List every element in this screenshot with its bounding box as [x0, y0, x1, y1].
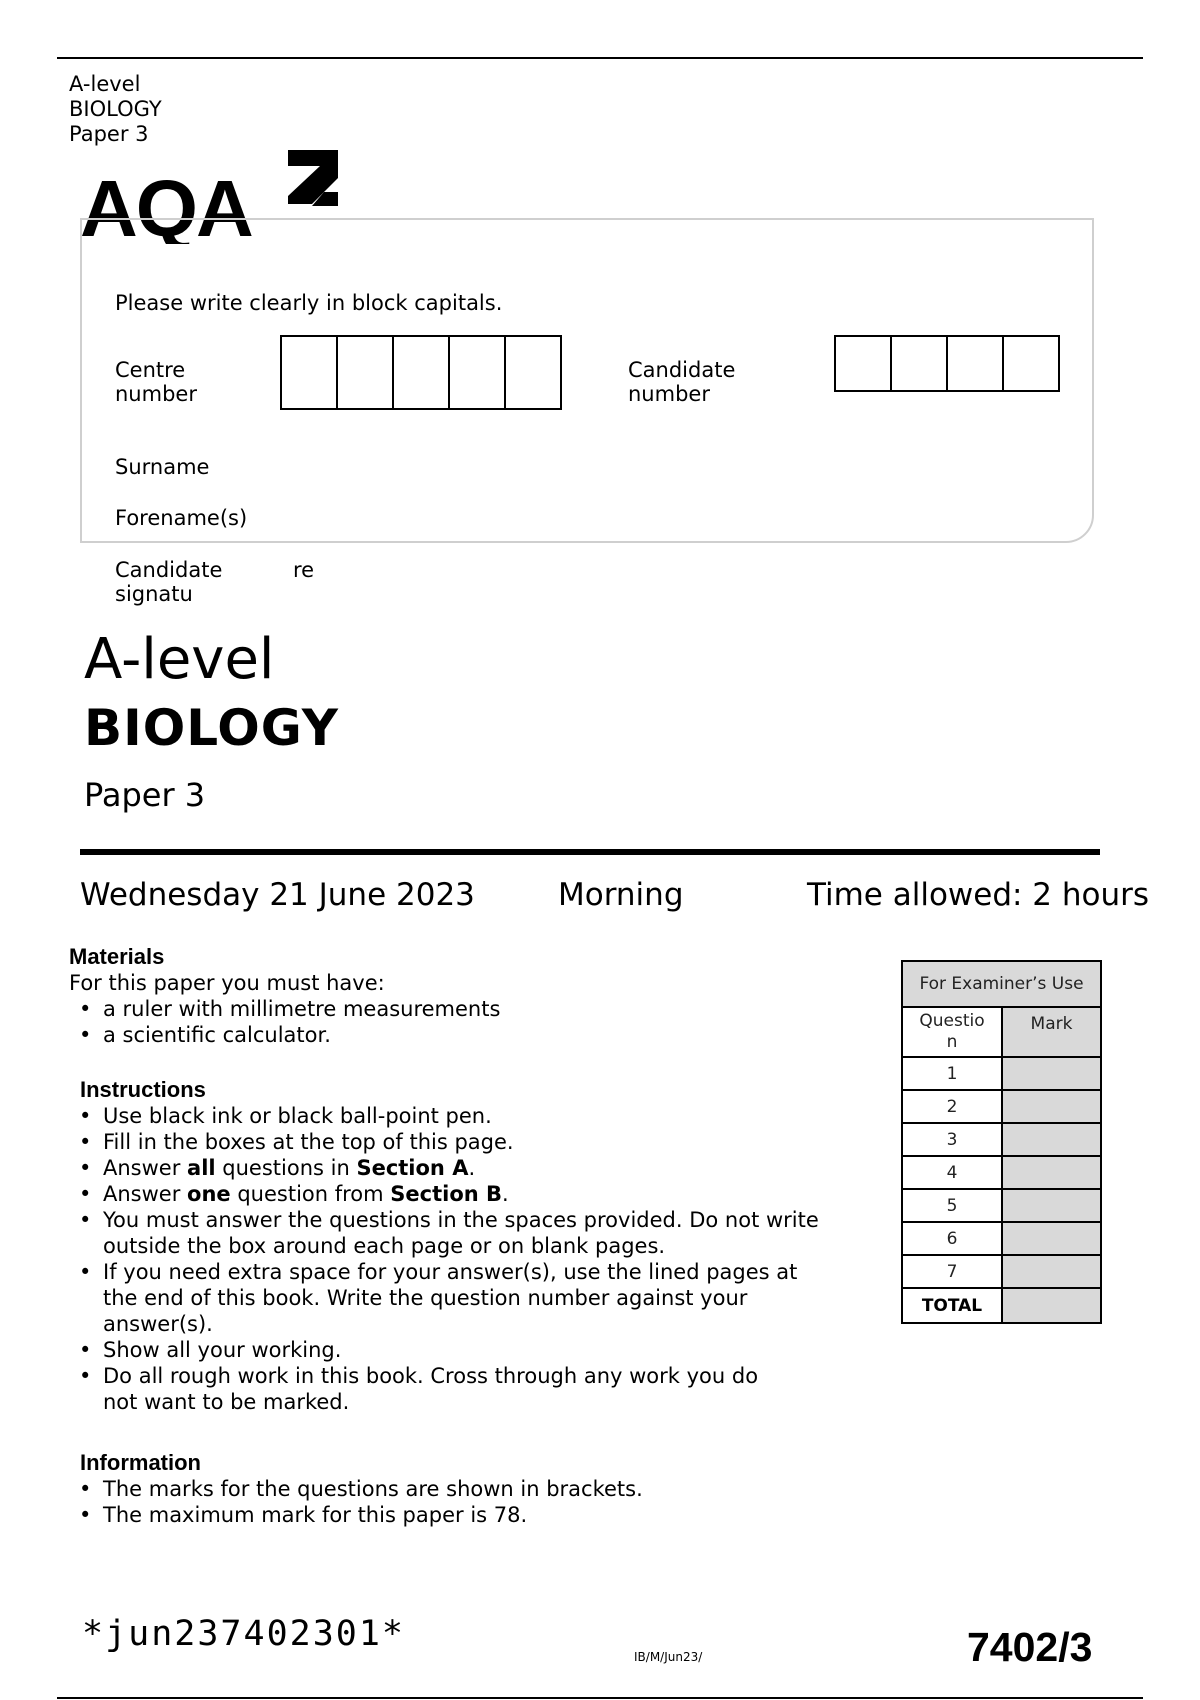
form-instruction: Please write clearly in block capitals.	[115, 291, 503, 315]
question-number: 7	[902, 1255, 1002, 1288]
information-section	[69, 1450, 643, 1528]
list-item: • a scientific calculator.	[69, 1022, 500, 1048]
candidate-number-box[interactable]	[1002, 335, 1060, 392]
list-item: • Show all your working.	[69, 1337, 899, 1363]
header-level: A-level	[69, 72, 141, 96]
examiner-table-title: For Examiner’s Use	[902, 961, 1101, 1007]
question-number: 6	[902, 1222, 1002, 1255]
list-item: • Answer one question from Section B.	[69, 1181, 899, 1207]
candidate-number-label	[628, 358, 735, 406]
materials-heading: Materials	[69, 944, 165, 969]
mark-cell[interactable]	[1002, 1090, 1101, 1123]
forenames-label: Forename(s)	[115, 506, 248, 530]
materials-list	[69, 996, 500, 1048]
list-item: • You must answer the questions in the spaces provided. Do not write outside the box around each page or on blank pages.	[69, 1207, 899, 1259]
reference-code: IB/M/Jun23/	[634, 1650, 703, 1664]
total-label: TOTAL	[902, 1288, 1002, 1323]
list-item: • If you need extra space for your answer(s), use the lined pages at the end of this book. Write the question number against your answer(s).	[69, 1259, 899, 1337]
title-subject: BIOLOGY	[84, 699, 339, 757]
centre-number-label	[115, 358, 197, 406]
header-block	[69, 72, 162, 147]
bottom-rule	[57, 1697, 1143, 1699]
materials-intro: For this paper you must have:	[69, 971, 385, 995]
instructions-list	[69, 1103, 899, 1415]
exam-session: Morning	[558, 877, 684, 913]
aqa-logo-text: AQA	[80, 164, 252, 244]
surname-label: Surname	[115, 455, 210, 479]
question-number: 1	[902, 1057, 1002, 1090]
mark-cell[interactable]	[1002, 1222, 1101, 1255]
question-column-header: Questio n	[902, 1007, 1002, 1057]
mark-cell[interactable]	[1002, 1057, 1101, 1090]
title-level: A-level	[84, 627, 275, 692]
exam-date: Wednesday 21 June 2023	[80, 877, 475, 913]
question-number: 3	[902, 1123, 1002, 1156]
list-item: • Do all rough work in this book. Cross through any work you do not want to be marked.	[69, 1363, 899, 1415]
list-item: • Answer all questions in Section A.	[69, 1155, 899, 1181]
centre-number-box[interactable]	[280, 335, 338, 410]
candidate-number-box[interactable]	[890, 335, 948, 392]
centre-number-box[interactable]	[448, 335, 506, 410]
list-item: • a ruler with millimetre measurements	[69, 996, 500, 1022]
candidate-number-boxes	[834, 335, 1058, 392]
mark-cell[interactable]	[1002, 1156, 1101, 1189]
candidate-number-box[interactable]	[834, 335, 892, 392]
centre-label-line1: Centre	[115, 358, 186, 382]
instructions-heading: Instructions	[80, 1077, 206, 1102]
centre-label-line2: number	[115, 382, 197, 406]
signature-label	[115, 558, 222, 606]
signature-label-line1: Candidate	[115, 558, 223, 582]
list-item: • The maximum mark for this paper is 78.	[69, 1502, 643, 1528]
question-number: 2	[902, 1090, 1002, 1123]
barcode-text: *jun237402301*	[82, 1614, 406, 1654]
information-list	[69, 1476, 643, 1528]
materials-section	[69, 944, 500, 1048]
centre-number-box[interactable]	[336, 335, 394, 410]
mark-cell[interactable]	[1002, 1189, 1101, 1222]
time-allowed: Time allowed: 2 hours	[807, 877, 1150, 913]
centre-number-boxes	[280, 335, 560, 410]
mark-cell[interactable]	[1002, 1123, 1101, 1156]
mark-column-header: Mark	[1002, 1007, 1101, 1057]
signature-label-line2: signatu	[115, 582, 193, 606]
mark-cell[interactable]	[1002, 1255, 1101, 1288]
header-paper: Paper 3	[69, 122, 149, 146]
candidate-number-box[interactable]	[946, 335, 1004, 392]
total-mark-cell[interactable]	[1002, 1288, 1101, 1323]
aqa-logo-mark-icon	[288, 150, 338, 206]
list-item: • Fill in the boxes at the top of this page.	[69, 1129, 899, 1155]
header-subject: BIOLOGY	[69, 97, 162, 121]
title-paper: Paper 3	[84, 776, 206, 814]
centre-number-box[interactable]	[392, 335, 450, 410]
signature-label-fragment: re	[293, 558, 315, 582]
title-rule	[80, 849, 1100, 855]
question-number: 5	[902, 1189, 1002, 1222]
candidate-label-line1: Candidate	[628, 358, 736, 382]
top-rule	[57, 57, 1143, 59]
examiner-use-table	[901, 960, 1102, 1324]
list-item: • Use black ink or black ball-point pen.	[69, 1103, 899, 1129]
candidate-label-line2: number	[628, 382, 710, 406]
information-heading: Information	[80, 1450, 201, 1475]
instructions-section	[69, 1077, 899, 1415]
list-item: • The marks for the questions are shown in brackets.	[69, 1476, 643, 1502]
question-number: 4	[902, 1156, 1002, 1189]
centre-number-box[interactable]	[504, 335, 562, 410]
paper-code: 7402/3	[967, 1624, 1093, 1670]
